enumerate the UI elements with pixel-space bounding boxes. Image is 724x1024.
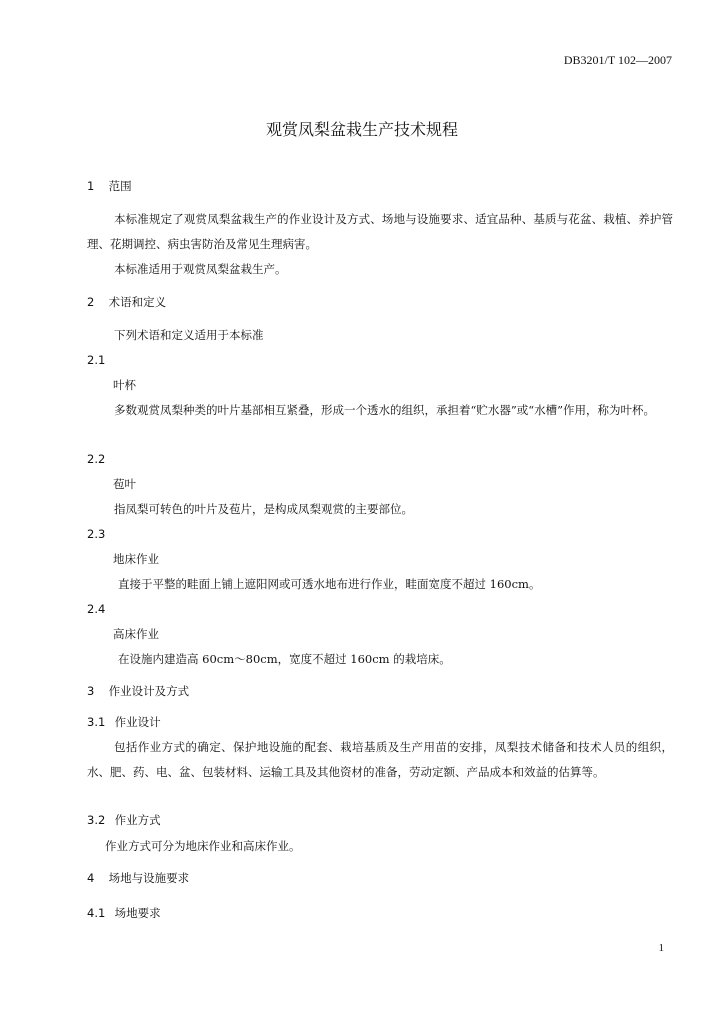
- section-title: 范围: [108, 179, 132, 193]
- term-2-3-definition: 直接于平整的畦面上铺上遮阳网或可透水地布进行作业，畦面宽度不超过 160cm。: [118, 577, 541, 591]
- subsection-3-1-heading: [87, 714, 161, 730]
- term-2-4-definition: 在设施内建造高 60cm～80cm，宽度不超过 160cm 的栽培床。: [118, 652, 451, 666]
- section-title: 场地与设施要求: [108, 871, 190, 885]
- standard-code: DB3201/T 102—2007: [563, 53, 672, 67]
- section-3-heading: [87, 683, 189, 699]
- subsection-3-1-paragraph: 包括作业方式的确定、保护地设施的配套、栽培基质及生产用苗的安排，凤梨技术储备和技术人员的组织，水、肥、药、电、盆、包装材料、运输工具及其他资材的准备，劳动定额、产品成本和效益的估算等。: [87, 740, 673, 779]
- subsection-title: 场地要求: [114, 906, 161, 920]
- section-1-paragraph-2: 本标准适用于观赏凤梨盆栽生产。: [114, 262, 287, 276]
- subsection-title: 作业设计: [114, 715, 161, 729]
- section-1-paragraph-1: 本标准规定了观赏凤梨盆栽生产的作业设计及方式、场地与设施要求、适宜品种、基质与花盆、栽植、养护管理、花期调控、病虫害防治及常见生理病害。: [87, 212, 673, 251]
- term-2-3-name: 地床作业: [113, 552, 159, 566]
- subsection-3-2-paragraph: 作业方式可分为地床作业和高床作业。: [105, 839, 301, 853]
- term-2-1-number: 2.1: [87, 353, 106, 367]
- section-title: 术语和定义: [108, 295, 167, 309]
- term-2-1-name: 叶杯: [113, 378, 136, 392]
- term-2-4-number: 2.4: [87, 602, 106, 616]
- term-2-2-name: 苞叶: [113, 477, 136, 491]
- subsection-number: 3.1: [87, 715, 106, 729]
- subsection-title: 作业方式: [114, 813, 161, 827]
- term-2-2-definition: 指凤梨可转色的叶片及苞片，是构成凤梨观赏的主要部位。: [114, 502, 413, 516]
- section-1-heading: [87, 178, 132, 194]
- section-title: 作业设计及方式: [108, 684, 190, 698]
- subsection-number: 4.1: [87, 906, 106, 920]
- section-4-heading: [87, 870, 189, 886]
- subsection-number: 3.2: [87, 813, 106, 827]
- section-number: 2: [87, 295, 95, 309]
- section-number: 1: [87, 179, 95, 193]
- section-number: 4: [87, 871, 95, 885]
- subsection-4-1-heading: [87, 905, 161, 921]
- section-number: 3: [87, 684, 95, 698]
- section-2-heading: [87, 294, 166, 310]
- page-number: 1: [658, 942, 664, 954]
- subsection-3-2-heading: [87, 812, 161, 828]
- term-2-1-definition: 多数观赏凤梨种类的叶片基部相互紧叠，形成一个透水的组织，承担着“贮水器”或“水槽”作用，称为叶杯。: [114, 403, 656, 417]
- term-2-4-name: 高床作业: [113, 627, 159, 641]
- term-2-2-number: 2.2: [87, 452, 106, 466]
- document-title: 观赏凤梨盆栽生产技术规程: [265, 120, 458, 139]
- term-2-3-number: 2.3: [87, 527, 106, 541]
- section-2-intro: 下列术语和定义适用于本标准: [114, 328, 264, 342]
